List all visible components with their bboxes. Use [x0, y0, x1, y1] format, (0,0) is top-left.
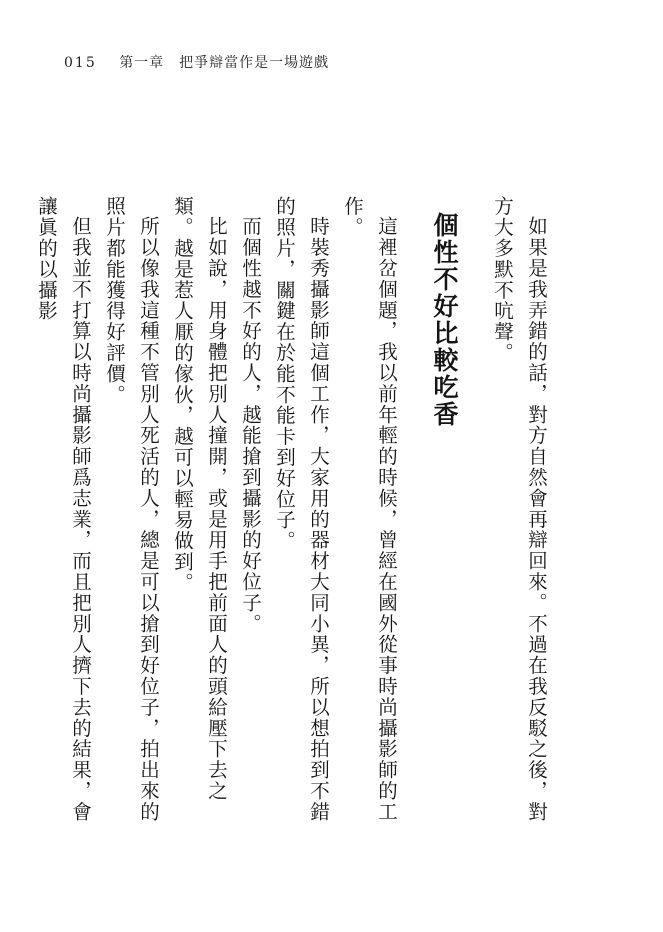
paragraph-continuation: 如果是我弄錯的話，對方自然會再辯回來。不過在我反駁之後，對方大多默不吭聲。	[491, 196, 548, 822]
paragraph: 這裡岔個題，我以前年輕的時候，曾經在國外從事時尚攝影師的工作。	[341, 196, 398, 822]
section-heading: 個性不好比較吃香	[430, 212, 459, 428]
book-body	[35, 196, 553, 836]
paragraph: 時裝秀攝影師這個工作，大家用的器材大同小異，所以想拍到不錯的照片，關鍵在於能不能卡到好位子。	[273, 196, 330, 822]
paragraph: 但我並不打算以時尚攝影師爲志業，而且把別人擠下去的結果，會讓眞的以攝影	[35, 196, 92, 822]
chapter-title: 第一章 把爭辯當作是一場遊戲	[119, 55, 330, 71]
paragraph: 比如說，用身體把別人撞開，或是用手把前面人的頭給壓下去之類。越是惹人厭的傢伙，越可以輕易做到。	[171, 196, 228, 801]
page-number: 015	[64, 55, 97, 71]
running-header	[64, 52, 329, 72]
paragraph: 所以像我這種不管別人死活的人，總是可以搶到好位子，拍出來的照片都能獲得好評價。	[103, 196, 160, 822]
paragraph: 而個性越不好的人，越能搶到攝影的好位子。	[239, 215, 262, 634]
